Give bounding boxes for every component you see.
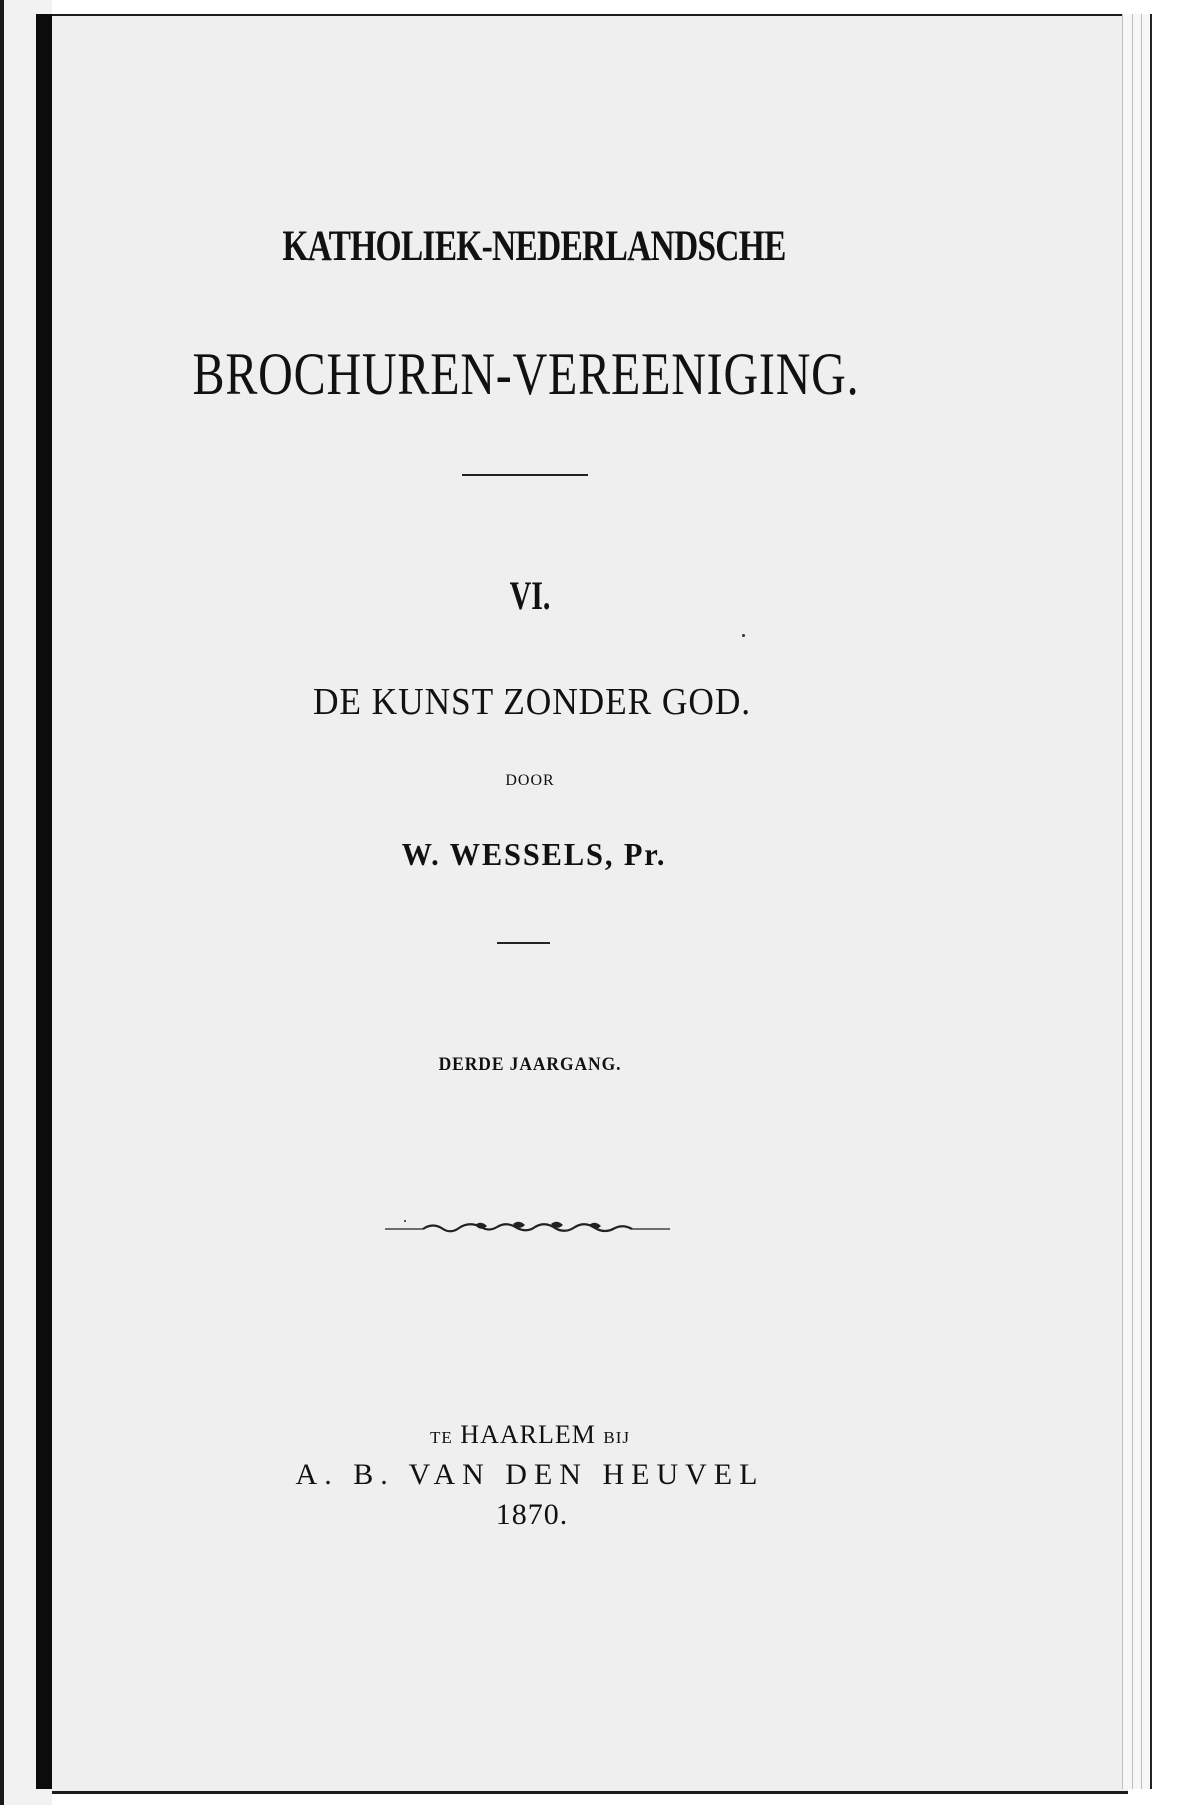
by-label: DOOR [505,772,555,789]
previous-page-edge [0,0,52,1805]
work-title: DE KUNST ZONDER GOD. [312,681,752,723]
series-heading-line-2: BROCHUREN-VEREENIGING. [192,341,860,407]
short-divider-rule [497,942,550,944]
publisher-name: A. B. VAN DEN HEUVEL [295,1458,765,1491]
imprint-prefix: TE [430,1428,453,1447]
imprint-place [0,1420,1068,1450]
page-edge [1141,14,1152,1789]
ornament-flourish [385,1218,670,1240]
imprint-city: HAARLEM [460,1420,596,1449]
publication-year: 1870. [495,1498,569,1531]
outer-border [0,0,4,1805]
volume-number: VI. [509,573,551,618]
imprint-suffix: BIJ [603,1428,630,1447]
edition-label: DERDE JAARGANG. [438,1054,622,1075]
divider-rule [462,474,588,476]
author-name: W. WESSELS, Pr. [401,836,667,872]
series-heading-line-1: KATHOLIEK-NEDERLANDSCHE [282,223,786,270]
ink-speck [742,634,745,637]
